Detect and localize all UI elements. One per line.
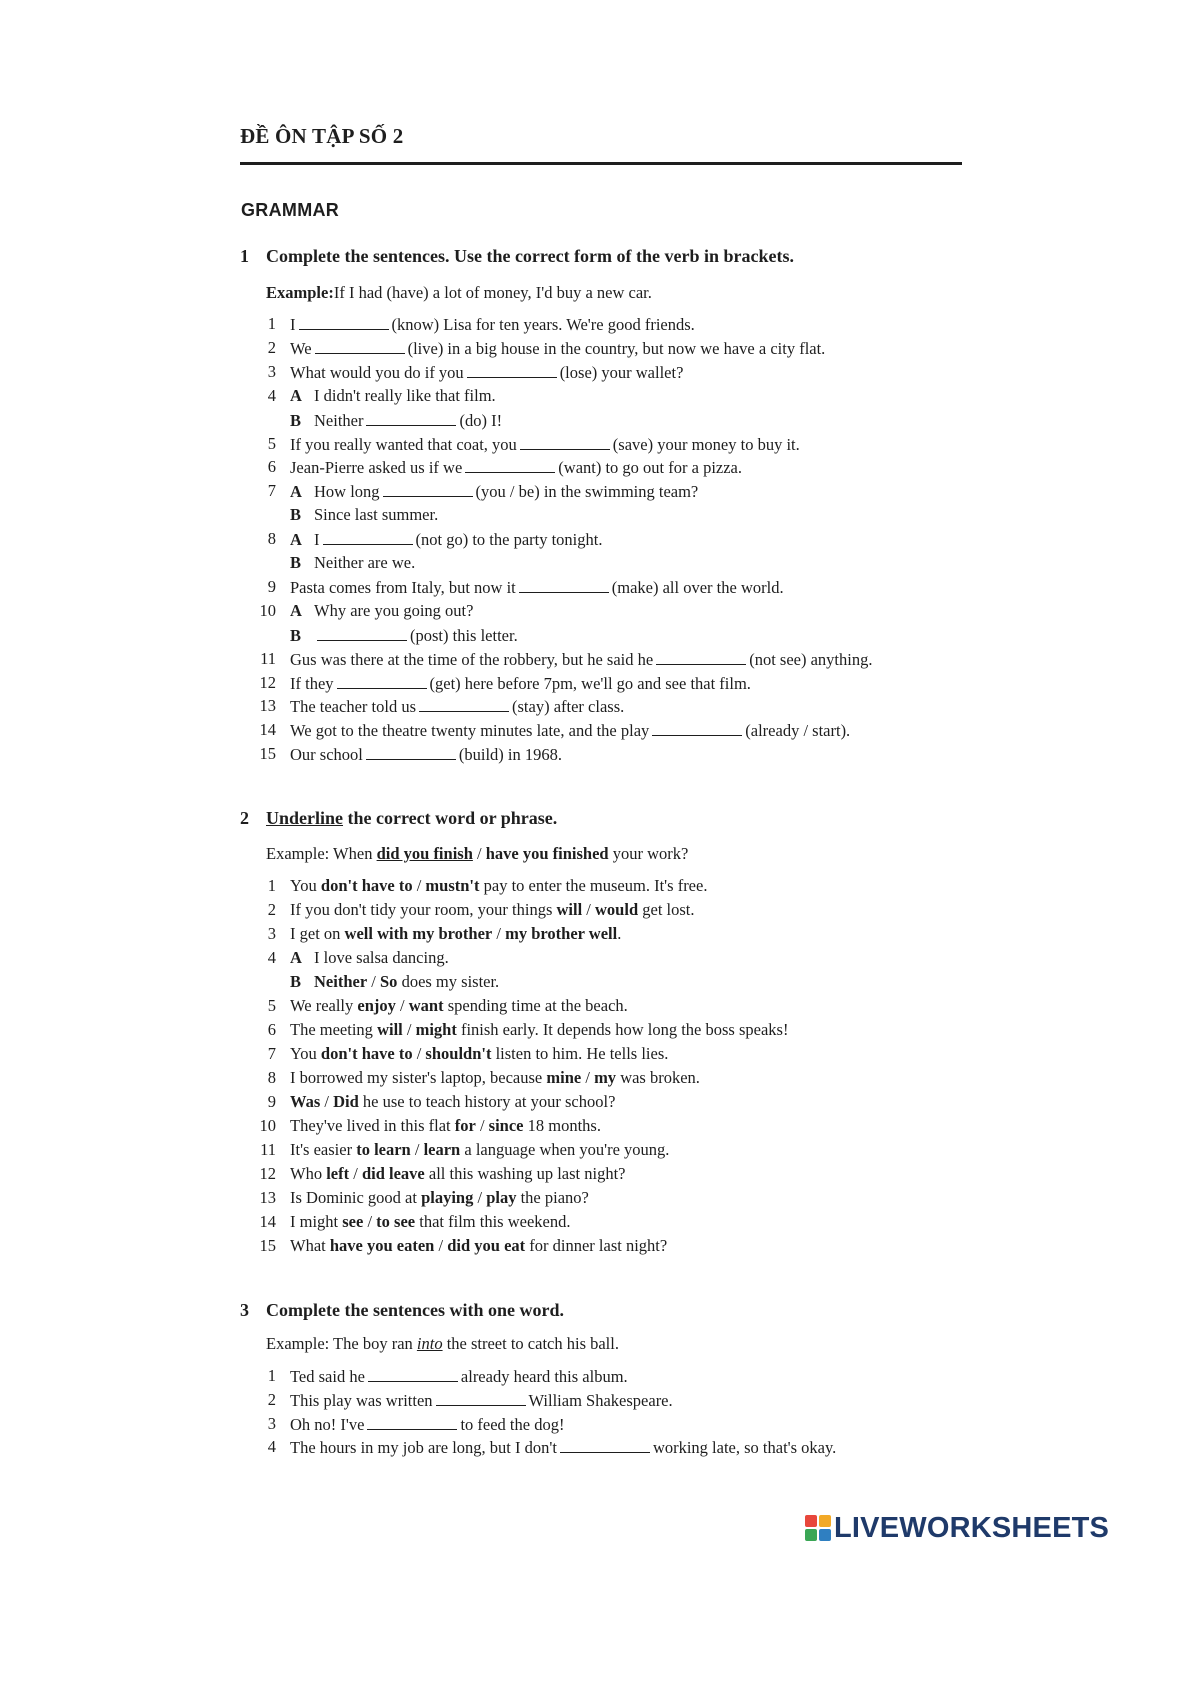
item-text <box>290 1236 667 1256</box>
item-text-after: (build) in 1968. <box>458 745 562 765</box>
item-text-after: (not see) anything. <box>749 649 873 669</box>
item-text <box>290 1068 700 1088</box>
exercise-number: 2 <box>240 808 249 828</box>
logo-square <box>805 1529 817 1541</box>
exercise-instruction-underlined: Underline <box>266 808 344 828</box>
example-text: your work? <box>608 844 689 863</box>
item-text-part: / <box>582 900 596 919</box>
answer-option[interactable]: want <box>408 996 444 1015</box>
answer-option[interactable]: mustn't <box>425 876 480 895</box>
item-number: 14 <box>259 720 276 740</box>
item-text <box>290 673 751 694</box>
answer-option[interactable]: playing <box>421 1188 474 1207</box>
item-text-after: to feed the dog! <box>460 1414 565 1434</box>
example-text: the street to catch his ball. <box>442 1334 619 1353</box>
item-number: 1 <box>267 1366 276 1385</box>
example-text: Example: When <box>266 844 377 863</box>
answer-option[interactable]: might <box>415 1020 457 1039</box>
item-number: 15 <box>259 744 276 764</box>
example-text: If I had (have) a lot of money, I'd buy a new car. <box>333 283 652 302</box>
item-text-after: already heard this album. <box>460 1367 628 1386</box>
speaker-label: A <box>290 385 302 405</box>
item-text-part: / <box>492 924 506 943</box>
exercise-2-heading <box>240 808 557 829</box>
exercise-3-heading <box>240 1300 564 1321</box>
item-text-part: / <box>395 996 409 1015</box>
answer-blank[interactable] <box>323 529 413 545</box>
item-text-part: 18 months. <box>523 1116 601 1135</box>
item-text <box>290 1092 615 1112</box>
item-text-part: for dinner last night? <box>525 1236 668 1255</box>
item-text <box>290 338 825 359</box>
item-text <box>290 744 562 765</box>
answer-option[interactable]: my brother well <box>505 924 618 943</box>
example-answer: into <box>416 1334 443 1353</box>
item-text <box>290 386 496 406</box>
answer-option[interactable]: Did <box>333 1092 359 1111</box>
item-text-part: that film this weekend. <box>415 1212 571 1231</box>
exercise-instruction: Complete the sentences with one word. <box>266 1300 564 1320</box>
item-text <box>290 1164 625 1184</box>
item-number: 5 <box>267 996 276 1015</box>
item-text-after: (do) I! <box>459 410 503 430</box>
item-text <box>290 1020 788 1040</box>
item-text <box>290 696 624 717</box>
item-text-part: spending time at the beach. <box>443 996 628 1015</box>
item-text <box>290 876 707 896</box>
item-text-part: a language when you're young. <box>460 1140 670 1159</box>
answer-option[interactable]: see <box>342 1212 364 1231</box>
section-heading: GRAMMAR <box>241 200 340 220</box>
item-text-part: You <box>290 876 321 895</box>
item-text-part: The meeting <box>290 1020 378 1039</box>
item-text <box>290 553 415 573</box>
item-number: 9 <box>267 1092 276 1111</box>
item-text <box>290 1212 570 1232</box>
exercise-3-example <box>266 1334 619 1354</box>
answer-blank[interactable] <box>652 720 742 736</box>
answer-option[interactable]: play <box>486 1188 517 1207</box>
exercise-1-heading <box>240 246 794 267</box>
item-text-before: If they <box>290 673 334 693</box>
item-text-part: You <box>290 1044 321 1063</box>
exercise-2-example <box>266 844 688 864</box>
speaker-label: B <box>290 505 302 525</box>
answer-blank[interactable] <box>465 457 555 473</box>
answer-blank[interactable] <box>368 1366 458 1382</box>
item-text-part: We really <box>290 996 358 1015</box>
answer-option[interactable]: have you eaten <box>329 1236 435 1255</box>
item-text-part: / <box>367 972 380 991</box>
item-text <box>290 505 438 525</box>
item-number: 2 <box>267 1389 276 1409</box>
speaker-label: B <box>290 625 302 645</box>
item-text-part: / <box>475 1116 489 1135</box>
answer-option[interactable]: to see <box>376 1212 416 1231</box>
item-text-before: Pasta comes from Italy, but now it <box>290 577 516 597</box>
exercise-number: 3 <box>240 1300 249 1320</box>
item-text-before: I <box>314 530 320 550</box>
item-text-before: How long <box>314 482 380 502</box>
answer-option[interactable]: don't have to <box>320 1044 413 1063</box>
item-number: 15 <box>259 1236 276 1255</box>
item-text-part: Who <box>290 1164 327 1183</box>
item-number: 7 <box>267 481 276 501</box>
item-text-after: (post) this letter. <box>410 625 518 645</box>
item-number: 9 <box>267 576 276 596</box>
item-text <box>290 972 499 992</box>
item-text <box>290 529 602 550</box>
item-text-part: / <box>412 876 426 895</box>
item-text <box>290 649 872 670</box>
item-number: 13 <box>259 696 276 716</box>
speaker-label: B <box>290 972 302 991</box>
item-text-after: (want) to go out for a pizza. <box>558 458 743 478</box>
item-text-part: . <box>617 924 622 943</box>
item-text-part: / <box>402 1020 416 1039</box>
answer-blank[interactable] <box>467 362 557 378</box>
item-number: 8 <box>267 529 276 549</box>
item-text-before: Oh no! I've <box>290 1414 365 1434</box>
answer-blank[interactable] <box>520 434 610 450</box>
item-text-after: (you / be) in the swimming team? <box>475 482 699 502</box>
exercise-1-example <box>266 283 652 303</box>
item-text-before: What would you do if you <box>290 362 464 382</box>
item-text <box>290 1140 669 1160</box>
answer-option[interactable]: did leave <box>361 1164 425 1183</box>
item-text-after: (get) here before 7pm, we'll go and see that film. <box>429 673 751 693</box>
item-number: 12 <box>259 672 276 692</box>
answer-option[interactable]: don't have to <box>320 876 413 895</box>
logo-text: LIVEWORKSHEETS <box>834 1511 1110 1544</box>
item-text-before: Why are you going out? <box>314 600 474 620</box>
answer-blank[interactable] <box>366 410 456 426</box>
answer-option[interactable]: So <box>380 972 398 991</box>
answer-option[interactable]: mine <box>546 1068 582 1087</box>
item-text <box>290 601 473 621</box>
speaker-label: A <box>290 948 302 967</box>
item-text-part: If you don't tidy your room, your things <box>290 900 557 919</box>
exercise-number: 1 <box>240 246 249 266</box>
item-number: 14 <box>259 1212 276 1231</box>
item-text-after: working late, so that's okay. <box>652 1438 837 1458</box>
answer-blank[interactable] <box>317 625 407 641</box>
item-text-part: / <box>412 1044 426 1063</box>
answer-option[interactable]: well with my brother <box>344 924 493 943</box>
item-number: 1 <box>267 314 276 333</box>
item-text <box>290 481 698 502</box>
item-text <box>290 900 695 920</box>
answer-blank[interactable] <box>560 1437 650 1453</box>
item-number: 11 <box>260 1140 276 1159</box>
exercise-instruction: the correct word or phrase. <box>343 808 558 828</box>
item-text-before: Neither are we. <box>314 553 416 572</box>
item-text-before: Gus was there at the time of the robbery, but he said he <box>290 649 654 669</box>
exercise-instruction: Complete the sentences. Use the correct form of the verb in brackets. <box>266 246 795 266</box>
item-number: 3 <box>267 924 276 943</box>
item-text-before: I <box>290 315 296 334</box>
item-text-before: The teacher told us <box>290 697 416 717</box>
answer-option[interactable]: learn <box>423 1140 461 1159</box>
answer-blank[interactable] <box>315 338 405 354</box>
item-text-part: I might <box>290 1212 343 1231</box>
item-text <box>290 1188 589 1208</box>
answer-blank[interactable] <box>366 744 456 760</box>
item-text-before: Since last summer. <box>314 505 439 525</box>
item-text-before: Our school <box>290 745 363 765</box>
item-number: 7 <box>267 1044 276 1063</box>
answer-option[interactable]: did you eat <box>447 1236 526 1255</box>
speaker-label: B <box>290 410 302 430</box>
item-text-part: What <box>290 1236 330 1255</box>
item-text <box>290 625 518 646</box>
answer-option[interactable]: Was <box>290 1092 321 1111</box>
item-number: 6 <box>267 457 276 477</box>
item-number: 2 <box>267 337 276 357</box>
answer-blank[interactable] <box>367 1414 457 1430</box>
page-title: ĐỀ ÔN TẬP SỐ 2 <box>240 124 404 148</box>
item-text-part: / <box>363 1212 377 1231</box>
item-number: 6 <box>267 1020 276 1039</box>
item-text-after: (make) all over the world. <box>611 577 784 597</box>
item-text-after: William Shakespeare. <box>528 1390 673 1410</box>
item-text-after: (not go) to the party tonight. <box>415 530 603 550</box>
item-text <box>290 410 502 431</box>
item-text-after: (live) in a big house in the country, but now we have a city flat. <box>407 338 826 358</box>
answer-blank[interactable] <box>419 696 509 712</box>
item-number: 3 <box>267 1413 276 1433</box>
item-number: 12 <box>259 1164 276 1183</box>
item-text <box>290 948 449 968</box>
item-text-part: get lost. <box>638 900 695 919</box>
item-text <box>290 362 683 383</box>
item-text-before: I didn't really like that film. <box>314 385 496 405</box>
answer-option[interactable]: enjoy <box>357 996 396 1015</box>
answer-option[interactable]: since <box>488 1116 524 1135</box>
item-text-part: / <box>410 1140 424 1159</box>
item-text <box>290 577 784 598</box>
item-number: 4 <box>267 948 276 967</box>
answer-option[interactable]: Neither <box>314 972 368 991</box>
item-text <box>290 1414 564 1435</box>
item-text-part: all this washing up last night? <box>424 1164 626 1183</box>
example-label: Example: <box>266 283 334 302</box>
answer-blank[interactable] <box>383 481 473 497</box>
item-text-after: (know) Lisa for ten years. We're good friends. <box>391 315 695 334</box>
speaker-label: A <box>290 600 302 620</box>
example-text: Example: The boy ran <box>266 1334 417 1353</box>
answer-blank[interactable] <box>519 577 609 593</box>
item-text <box>290 924 621 944</box>
item-text-part: listen to him. He tells lies. <box>491 1044 669 1063</box>
item-text-part: / <box>581 1068 595 1087</box>
item-text-before: Jean-Pierre asked us if we <box>290 458 463 478</box>
item-text <box>290 1116 601 1136</box>
item-number: 4 <box>267 1437 276 1457</box>
item-text-after: (already / start). <box>745 721 851 741</box>
item-number: 11 <box>260 648 276 668</box>
item-number: 2 <box>267 900 276 919</box>
item-text <box>290 1437 836 1458</box>
item-text <box>290 996 628 1016</box>
item-text <box>290 720 850 741</box>
item-number: 10 <box>259 1116 276 1135</box>
item-text-part: I borrowed my sister's laptop, because <box>290 1068 547 1087</box>
answer-blank[interactable] <box>436 1390 526 1406</box>
answer-option[interactable]: my <box>594 1068 617 1087</box>
example-underlined-answer: did you finish <box>376 844 473 863</box>
item-text-before: We got to the theatre twenty minutes late, and the play <box>290 721 650 741</box>
item-text-after: (lose) your wallet? <box>559 362 684 382</box>
item-text-part: finish early. It depends how long the boss speaks! <box>456 1020 789 1039</box>
answer-blank[interactable] <box>299 314 389 330</box>
item-number: 5 <box>267 433 276 453</box>
item-text-part: was broken. <box>616 1068 700 1087</box>
item-text <box>290 314 695 335</box>
item-text <box>290 1366 628 1387</box>
item-number: 13 <box>259 1188 276 1207</box>
item-text-before: If you really wanted that coat, you <box>290 434 517 454</box>
title-divider <box>240 162 962 165</box>
item-text-part: / <box>473 1188 487 1207</box>
item-text <box>290 1044 668 1064</box>
item-text-part: the piano? <box>516 1188 589 1207</box>
item-text-part: he use to teach history at your school? <box>358 1092 616 1111</box>
item-number: 10 <box>259 600 276 620</box>
logo-square <box>819 1515 831 1527</box>
item-number: 3 <box>267 361 276 381</box>
item-text <box>290 457 742 478</box>
item-text-before: This play was written <box>290 1390 433 1410</box>
item-text-part: / <box>434 1236 448 1255</box>
answer-blank[interactable] <box>337 673 427 689</box>
item-text-part: They've lived in this flat <box>290 1116 455 1135</box>
example-separator: / <box>472 844 486 863</box>
example-option: have you finished <box>485 844 609 863</box>
answer-option[interactable]: will <box>377 1020 403 1039</box>
speaker-label: A <box>290 530 302 550</box>
answer-blank[interactable] <box>656 649 746 665</box>
item-text-part: Is Dominic good at <box>290 1188 422 1207</box>
item-text-part: / <box>320 1092 334 1111</box>
item-text-before: The hours in my job are long, but I don't <box>290 1438 557 1458</box>
item-text-after: (stay) after class. <box>512 697 625 717</box>
answer-option[interactable]: would <box>595 900 639 919</box>
item-number: 1 <box>267 876 276 895</box>
item-text-part: pay to enter the museum. It's free. <box>479 876 708 895</box>
logo-square <box>805 1515 817 1527</box>
answer-option[interactable]: to learn <box>356 1140 411 1159</box>
answer-option[interactable]: left <box>326 1164 350 1183</box>
item-text-before: Neither <box>314 410 364 430</box>
logo-icon <box>805 1515 831 1541</box>
item-text-part: It's easier <box>290 1140 357 1159</box>
answer-option[interactable]: shouldn't <box>425 1044 492 1063</box>
item-text-after: (save) your money to buy it. <box>612 434 800 454</box>
item-text-part: does my sister. <box>397 972 500 991</box>
item-number: 4 <box>267 385 276 405</box>
item-text-before: We <box>290 338 312 358</box>
speaker-label: B <box>290 553 302 572</box>
liveworksheets-logo <box>805 1512 1109 1544</box>
item-text-part: I love salsa dancing. <box>314 948 449 967</box>
item-text-before: Ted said he <box>290 1367 365 1386</box>
item-text-part: I get on <box>290 924 345 943</box>
item-text <box>290 1390 673 1411</box>
item-text <box>290 434 800 455</box>
answer-option[interactable]: will <box>556 900 583 919</box>
item-number: 8 <box>267 1068 276 1087</box>
logo-square <box>819 1529 831 1541</box>
item-text-part: / <box>349 1164 362 1183</box>
answer-option[interactable]: for <box>454 1116 476 1135</box>
speaker-label: A <box>290 482 302 502</box>
